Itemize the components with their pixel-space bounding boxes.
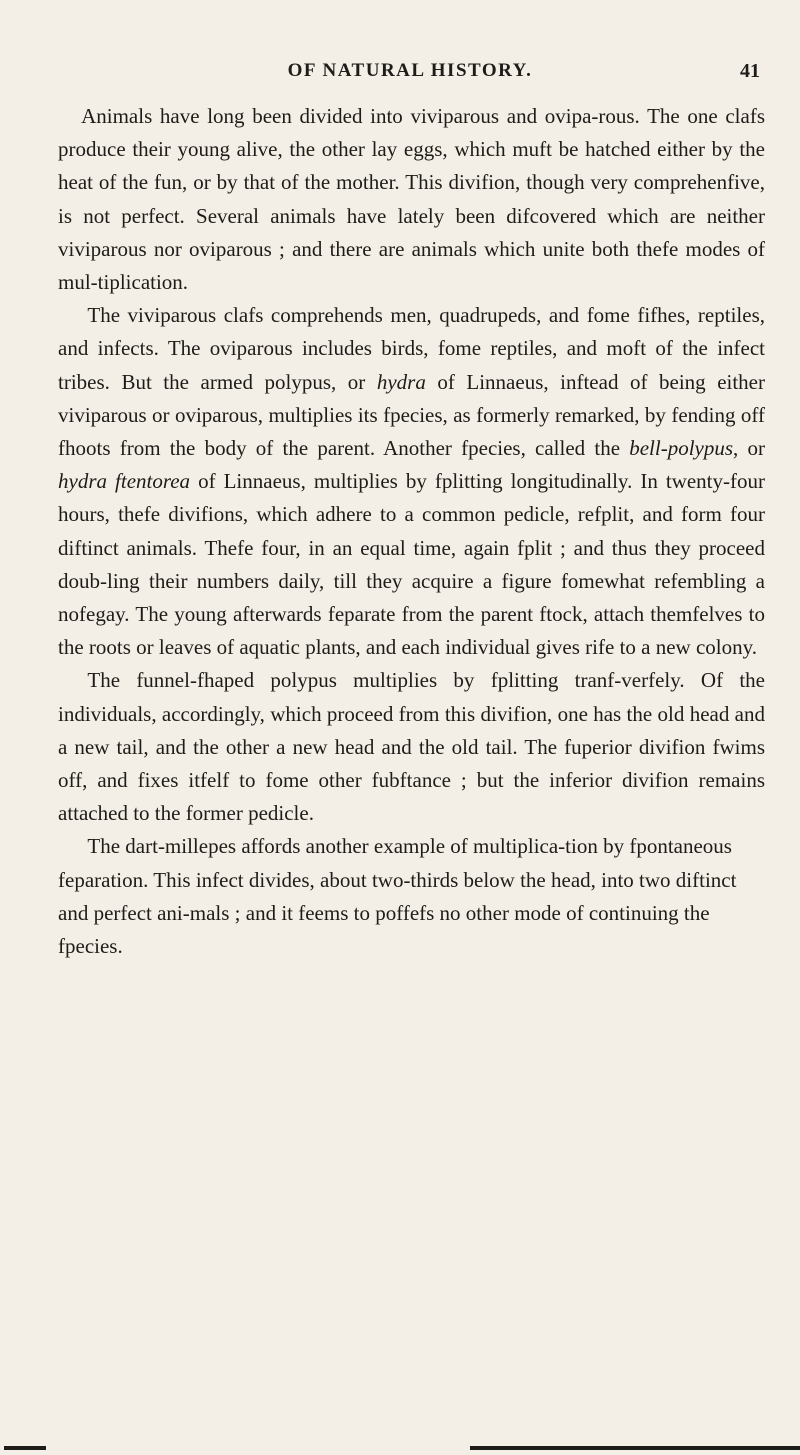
body-text	[58, 100, 765, 963]
paragraph-2-text-b: of Linnaeus, inftead of being either viviparous or oviparous, multiplies its fpecies, as formerly remarked, by fending off fhoots from the body of the parent. Another fpecies, called the	[58, 369, 765, 461]
paragraph-4: The dart-millepes affords another example of multiplica-tion by fpontaneous feparation. This infect divides, about two-thirds below the head, into two diftinct and perfect ani-mals ; and it feems to poffefs no other mode of continuing the fpecies.	[58, 834, 737, 959]
bottom-edge-rule-left	[4, 1446, 46, 1450]
paragraph-2-text-c: , or	[733, 436, 765, 461]
bottom-edge-rule-right	[470, 1446, 800, 1450]
italic-hydra-stentorea: hydra ftentorea	[58, 469, 191, 494]
page-number: 41	[740, 60, 760, 82]
paragraph-2-text-a: The viviparous clafs comprehends men, quadrupeds, and fome fifhes, reptiles, and infects. The oviparous includes birds, fome reptiles, and moft of the infect tribes. But the armed polypus, or	[58, 303, 765, 394]
italic-hydra: hydra	[376, 369, 426, 394]
paragraph-3: The funnel-fhaped polypus multiplies by fplitting tranf-verfely. Of the individuals, accordingly, which proceed from this divifion, one has the old head and a new tail, and the other a new head and the old tail. The fuperior divifion fwims off, and fixes itfelf to fome other fubftance ; but the inferior divifion remains attached to the former pedicle.	[58, 668, 765, 826]
running-title: OF NATURAL HISTORY.	[287, 60, 533, 81]
paragraph-1: Animals have long been divided into viviparous and ovipa-rous. The one clafs produce their young alive, the other lay eggs, which muft be hatched either by the heat of the fun, or by that of the mother. This divifion, though very comprehenfive, is not perfect. Several animals have lately been difcovered which are neither viviparous nor oviparous ; and there are animals which unite both thefe modes of mul-tiplication.	[58, 104, 765, 295]
italic-bell-polypus: bell-polypus	[629, 436, 734, 461]
paragraph-2	[58, 299, 765, 664]
running-head	[60, 60, 760, 86]
paragraph-2-text-d: of Linnaeus, multiplies by fplitting longitudinally. In twenty-four hours, thefe divifions, which adhere to a common pedicle, refplit, and form four diftinct animals. Thefe four, in an equal time, again fplit ; and thus they proceed doub-ling their numbers daily, till they acquire a figure fomewhat refembling a nofegay. The young afterwards feparate from the parent ftock, attach themfelves to the roots or leaves of aquatic plants, and each individual gives rife to a new colony.	[58, 469, 765, 660]
